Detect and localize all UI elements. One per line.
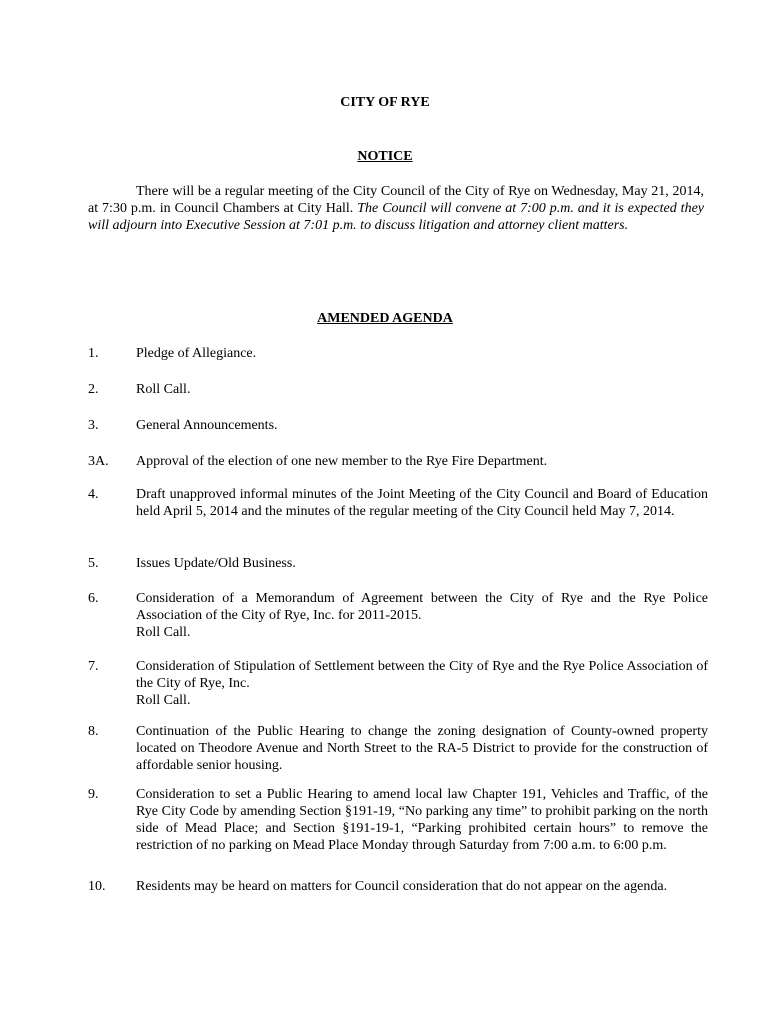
notice-title: NOTICE: [357, 149, 413, 164]
agenda-item-text: Consideration to set a Public Hearing to amend local law Chapter 191, Vehicles and Traffic, of the Rye City Code by amending Section §191-19, “No parking any time” to prohibit parking on the north side of Mead Place; and Section §191-19-1, “Parking prohibited certain hours” to remove the restriction of no parking on Mead Place Monday through Saturday from 7:00 a.m. to 6:00 p.m.: [136, 787, 708, 853]
agenda-item-text: Pledge of Allegiance.: [136, 346, 257, 361]
agenda-item-2: [88, 381, 708, 398]
agenda-item-text: Continuation of the Public Hearing to change the zoning designation of County-owned property located on Theodore Avenue and North Street to the RA-5 District to provide for the construction of affordable senior housing.: [136, 724, 708, 773]
agenda-item-1: [88, 345, 708, 362]
agenda-item-number: 10.: [88, 879, 106, 894]
roll-call-note: Roll Call.: [136, 693, 191, 708]
city-title: CITY OF RYE: [340, 95, 430, 110]
agenda-item-3: [88, 417, 708, 434]
agenda-item-text: [136, 658, 708, 709]
agenda-item-number: 7.: [88, 659, 99, 674]
agenda-item-body: Consideration of a Memorandum of Agreement between the City of Rye and the Rye Police Association of the City of Rye, Inc. for 2011-2015.: [136, 591, 708, 623]
agenda-item-4: [88, 486, 708, 520]
agenda-item-text: [136, 590, 708, 641]
intro-italic-text: The Council will convene at 7:00 p.m. and it is expected they will adjourn into Executive Session at 7:01 p.m. to discuss litigation and attorney client matters.: [88, 201, 704, 233]
agenda-item-7: [88, 658, 708, 709]
agenda-item-text: Issues Update/Old Business.: [136, 556, 296, 571]
agenda-item-number: 2.: [88, 382, 99, 397]
agenda-item-text: Approval of the election of one new member to the Rye Fire Department.: [136, 454, 548, 469]
agenda-item-text: Residents may be heard on matters for Council consideration that do not appear on the agenda.: [136, 879, 668, 894]
agenda-item-number: 3.: [88, 418, 99, 433]
agenda-item-number: 1.: [88, 346, 99, 361]
agenda-item-text: Roll Call.: [136, 382, 191, 397]
agenda-item-number: 3A.: [88, 454, 109, 469]
agenda-item-number: 9.: [88, 787, 99, 802]
agenda-item-10: [88, 878, 708, 895]
agenda-item-text: General Announcements.: [136, 418, 278, 433]
agenda-item-3a: [88, 453, 708, 470]
agenda-item-number: 5.: [88, 556, 99, 571]
agenda-item-body: Consideration of Stipulation of Settlement between the City of Rye and the Rye Police Association of the City of Rye, Inc.: [136, 659, 708, 691]
agenda-item-6: [88, 590, 708, 641]
intro-text: There will be a regular meeting of the City Council of the City of Rye on Wednesday, May 21, 2014, at 7:30 p.m. in Council Chambers at City Hall.: [88, 184, 704, 216]
roll-call-note: Roll Call.: [136, 625, 191, 640]
agenda-item-text: Draft unapproved informal minutes of the Joint Meeting of the City Council and Board of Education held April 5, 2014 and the minutes of the regular meeting of the City Council held May 7, 2014.: [136, 487, 708, 519]
agenda-item-5: [88, 555, 708, 572]
agenda-item-number: 8.: [88, 724, 99, 739]
agenda-item-number: 4.: [88, 487, 99, 502]
intro-paragraph: [88, 183, 704, 234]
agenda-title: AMENDED AGENDA: [317, 311, 453, 326]
agenda-item-number: 6.: [88, 591, 99, 606]
agenda-item-8: [88, 723, 708, 774]
agenda-item-9: [88, 786, 708, 854]
